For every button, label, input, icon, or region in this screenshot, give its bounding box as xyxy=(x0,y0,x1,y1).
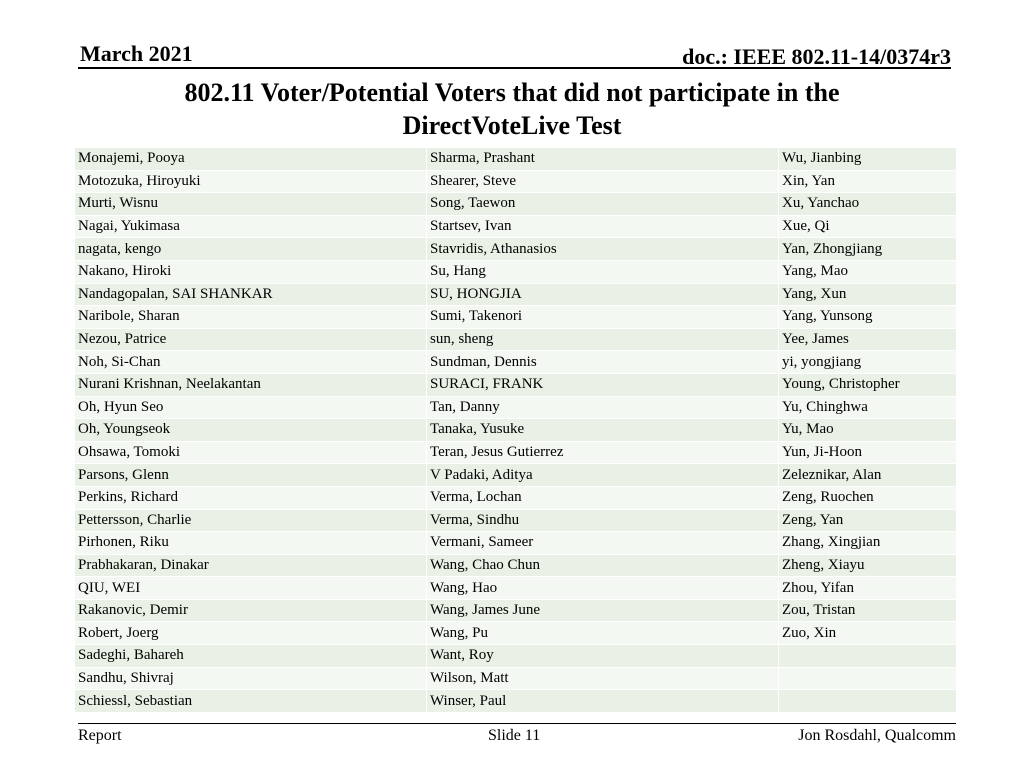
table-cell: Wang, Chao Chun xyxy=(427,554,779,577)
table-cell: Xu, Yanchao xyxy=(779,193,957,216)
table-cell: QIU, WEI xyxy=(75,577,427,600)
table-cell: Vermani, Sameer xyxy=(427,532,779,555)
table-row xyxy=(75,283,957,306)
table-cell: Sumi, Takenori xyxy=(427,306,779,329)
table-cell: SURACI, FRANK xyxy=(427,373,779,396)
table-row xyxy=(75,215,957,238)
table-cell: nagata, kengo xyxy=(75,238,427,261)
table-cell: Pirhonen, Riku xyxy=(75,532,427,555)
table-row xyxy=(75,532,957,555)
table-row xyxy=(75,148,957,171)
table-cell: Yang, Mao xyxy=(779,260,957,283)
table-cell: Yu, Chinghwa xyxy=(779,396,957,419)
table-row xyxy=(75,622,957,645)
table-row xyxy=(75,170,957,193)
table-cell: Verma, Sindhu xyxy=(427,509,779,532)
table-cell: Sharma, Prashant xyxy=(427,148,779,171)
table-cell: Xin, Yan xyxy=(779,170,957,193)
table-row xyxy=(75,667,957,690)
table-cell: Zou, Tristan xyxy=(779,599,957,622)
table-cell: yi, yongjiang xyxy=(779,351,957,374)
header-date: March 2021 xyxy=(80,41,193,66)
footer-slide-number: Slide 11 xyxy=(488,727,541,744)
table-row xyxy=(75,554,957,577)
table-cell: Yang, Yunsong xyxy=(779,306,957,329)
table-cell: Motozuka, Hiroyuki xyxy=(75,170,427,193)
table-cell: Sandhu, Shivraj xyxy=(75,667,427,690)
table-cell: Wu, Jianbing xyxy=(779,148,957,171)
table-cell: Verma, Lochan xyxy=(427,486,779,509)
voter-names-table-body xyxy=(75,148,957,713)
table-row xyxy=(75,238,957,261)
table-cell: Zhang, Xingjian xyxy=(779,532,957,555)
table-cell xyxy=(779,645,957,668)
table-cell: Yang, Xun xyxy=(779,283,957,306)
table-row xyxy=(75,260,957,283)
table-cell: Winser, Paul xyxy=(427,690,779,713)
table-cell: Startsev, Ivan xyxy=(427,215,779,238)
table-cell: Perkins, Richard xyxy=(75,486,427,509)
table-row xyxy=(75,577,957,600)
table-row xyxy=(75,351,957,374)
table-cell: Robert, Joerg xyxy=(75,622,427,645)
table-cell: Schiessl, Sebastian xyxy=(75,690,427,713)
table-cell: SU, HONGJIA xyxy=(427,283,779,306)
table-cell: sun, sheng xyxy=(427,328,779,351)
table-row xyxy=(75,396,957,419)
table-cell: Nezou, Patrice xyxy=(75,328,427,351)
footer-report-label: Report xyxy=(78,727,122,744)
footer-divider xyxy=(78,723,956,724)
slide-title-line-2: DirectVoteLive Test xyxy=(402,111,622,140)
table-cell: Wilson, Matt xyxy=(427,667,779,690)
table-cell: Oh, Hyun Seo xyxy=(75,396,427,419)
table-cell: Su, Hang xyxy=(427,260,779,283)
table-cell: Zuo, Xin xyxy=(779,622,957,645)
voter-names-table xyxy=(74,147,957,713)
table-cell xyxy=(779,690,957,713)
table-cell: Xue, Qi xyxy=(779,215,957,238)
table-cell: Tanaka, Yusuke xyxy=(427,419,779,442)
table-cell: Ohsawa, Tomoki xyxy=(75,441,427,464)
table-cell: V Padaki, Aditya xyxy=(427,464,779,487)
table-cell: Teran, Jesus Gutierrez xyxy=(427,441,779,464)
table-cell: Young, Christopher xyxy=(779,373,957,396)
table-cell: Pettersson, Charlie xyxy=(75,509,427,532)
table-row xyxy=(75,690,957,713)
table-cell: Stavridis, Athanasios xyxy=(427,238,779,261)
table-row xyxy=(75,373,957,396)
table-cell: Nandagopalan, SAI SHANKAR xyxy=(75,283,427,306)
table-cell: Zhou, Yifan xyxy=(779,577,957,600)
slide-title xyxy=(0,76,1024,142)
table-cell: Nurani Krishnan, Neelakantan xyxy=(75,373,427,396)
table-cell: Oh, Youngseok xyxy=(75,419,427,442)
table-cell: Shearer, Steve xyxy=(427,170,779,193)
table-cell: Yan, Zhongjiang xyxy=(779,238,957,261)
table-row xyxy=(75,509,957,532)
table-row xyxy=(75,645,957,668)
table-cell: Sadeghi, Bahareh xyxy=(75,645,427,668)
table-cell: Zeng, Ruochen xyxy=(779,486,957,509)
table-row xyxy=(75,441,957,464)
table-cell: Sundman, Dennis xyxy=(427,351,779,374)
table-cell: Song, Taewon xyxy=(427,193,779,216)
table-cell: Wang, Pu xyxy=(427,622,779,645)
table-cell: Zeng, Yan xyxy=(779,509,957,532)
table-row xyxy=(75,486,957,509)
header-doc-id: doc.: IEEE 802.11-14/0374r3 xyxy=(682,44,951,69)
table-cell: Zeleznikar, Alan xyxy=(779,464,957,487)
table-cell: Naribole, Sharan xyxy=(75,306,427,329)
table-row xyxy=(75,306,957,329)
table-cell: Murti, Wisnu xyxy=(75,193,427,216)
table-row xyxy=(75,193,957,216)
table-row xyxy=(75,464,957,487)
table-cell: Rakanovic, Demir xyxy=(75,599,427,622)
table-cell: Prabhakaran, Dinakar xyxy=(75,554,427,577)
table-cell: Wang, Hao xyxy=(427,577,779,600)
table-cell: Zheng, Xiayu xyxy=(779,554,957,577)
table-cell: Parsons, Glenn xyxy=(75,464,427,487)
footer-author: Jon Rosdahl, Qualcomm xyxy=(798,727,956,744)
table-cell: Want, Roy xyxy=(427,645,779,668)
table-cell: Monajemi, Pooya xyxy=(75,148,427,171)
header-divider xyxy=(78,67,951,69)
table-row xyxy=(75,328,957,351)
table-cell xyxy=(779,667,957,690)
table-cell: Yun, Ji-Hoon xyxy=(779,441,957,464)
slide-title-line-1: 802.11 Voter/Potential Voters that did not participate in the xyxy=(184,78,840,107)
table-cell: Noh, Si-Chan xyxy=(75,351,427,374)
table-cell: Nakano, Hiroki xyxy=(75,260,427,283)
table-row xyxy=(75,599,957,622)
table-cell: Wang, James June xyxy=(427,599,779,622)
table-cell: Yu, Mao xyxy=(779,419,957,442)
table-cell: Yee, James xyxy=(779,328,957,351)
table-row xyxy=(75,419,957,442)
table-cell: Tan, Danny xyxy=(427,396,779,419)
table-cell: Nagai, Yukimasa xyxy=(75,215,427,238)
